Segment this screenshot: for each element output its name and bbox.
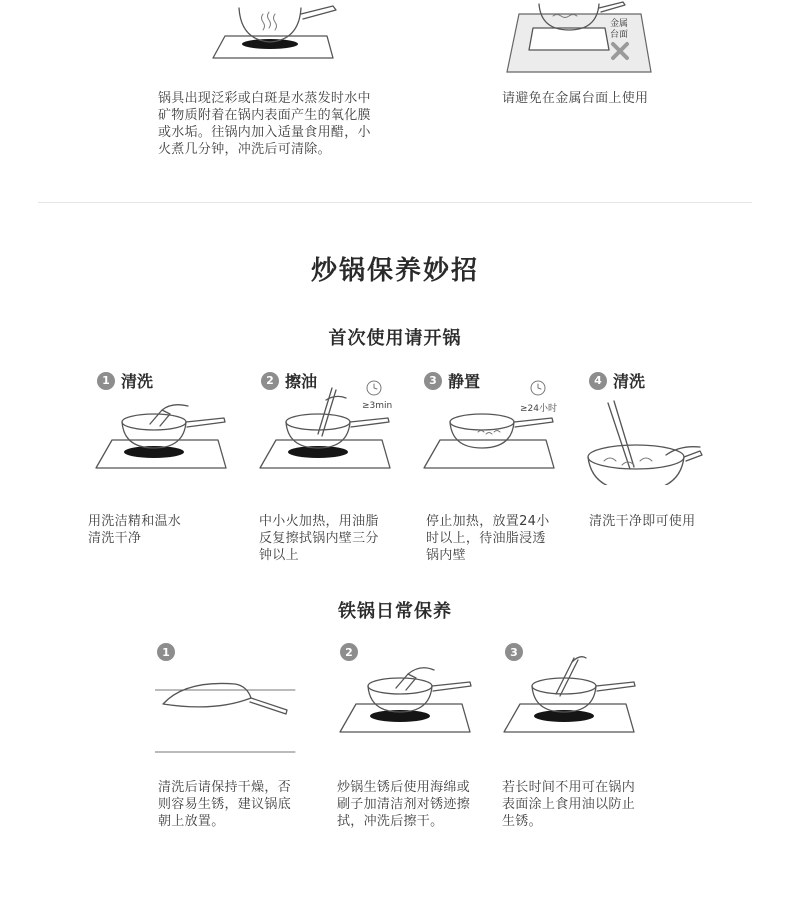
daily-step-3-badge: 3 bbox=[505, 643, 523, 661]
daily-step-1-badge: 1 bbox=[157, 643, 175, 661]
first-use-heading: 首次使用请开锅 bbox=[328, 328, 462, 349]
wash-pan-illustration bbox=[92, 400, 242, 480]
daily-step-3-caption: 若长时间不用可在锅内 表面涂上食用油以防止 生锈。 bbox=[502, 780, 636, 829]
first-use-step-1-title bbox=[97, 369, 153, 392]
metal-surface-illustration bbox=[505, 0, 655, 76]
step-number-badge: 2 bbox=[261, 372, 279, 390]
daily-care-heading: 铁锅日常保养 bbox=[338, 601, 452, 622]
oil-timer-label: ≥3min bbox=[362, 401, 393, 411]
daily-step-2-caption: 炒锅生锈后使用海绵或 刷子加清洁剂对锈迹擦 拭，冲洗后擦干。 bbox=[337, 780, 471, 829]
step-number-badge: 4 bbox=[589, 372, 607, 390]
vinegar-tip-caption: 锅具出现泛彩或白斑是水蒸发时水中 矿物质附着在锅内表面产生的氧化膜 或水垢。往锅内加入适量食用醋，小 火煮几分钟，冲洗后可清除。 bbox=[158, 91, 371, 157]
rest-pan-illustration bbox=[420, 380, 570, 480]
daily-step-1-caption: 清洗后请保持干燥，否 则容易生锈，建议锅底 朝上放置。 bbox=[158, 780, 292, 829]
oil-pan-illustration bbox=[256, 380, 406, 480]
metal-surface-caption: 请避免在金属台面上使用 bbox=[502, 91, 649, 106]
page-title: 炒锅保养妙招 bbox=[310, 256, 479, 286]
rinse-pan-illustration bbox=[584, 395, 714, 485]
rest-timer-label: ≥24小时 bbox=[520, 404, 557, 414]
scrub-rust-illustration bbox=[336, 660, 481, 740]
step-title-text: 清洗 bbox=[613, 372, 646, 391]
step-number-badge: 3 bbox=[424, 372, 442, 390]
oil-coating-illustration bbox=[500, 650, 645, 740]
first-use-step-4-caption: 清洗干净即可使用 bbox=[589, 514, 696, 529]
step-title-text: 静置 bbox=[448, 372, 481, 391]
pan-steam-illustration bbox=[205, 0, 345, 66]
daily-step-2-badge: 2 bbox=[340, 643, 358, 661]
metal-label-line-1: 金属 bbox=[610, 19, 629, 29]
first-use-step-3-caption: 停止加热，放置24小 时以上，待油脂浸透 锅内壁 bbox=[426, 514, 550, 563]
metal-label-line-2: 台面 bbox=[610, 30, 629, 40]
first-use-step-1-caption: 用洗洁精和温水 清洗干净 bbox=[88, 514, 182, 546]
first-use-step-4-title bbox=[589, 369, 645, 392]
step-title-text: 擦油 bbox=[285, 372, 318, 391]
step-number-badge: 1 bbox=[97, 372, 115, 390]
section-divider bbox=[38, 202, 752, 203]
metal-label bbox=[610, 19, 628, 41]
dry-pan-upside-down-illustration bbox=[155, 670, 300, 760]
first-use-step-2-caption: 中小火加热，用油脂 反复擦拭锅内壁三分 钟以上 bbox=[259, 514, 379, 563]
step-title-text: 清洗 bbox=[121, 372, 154, 391]
